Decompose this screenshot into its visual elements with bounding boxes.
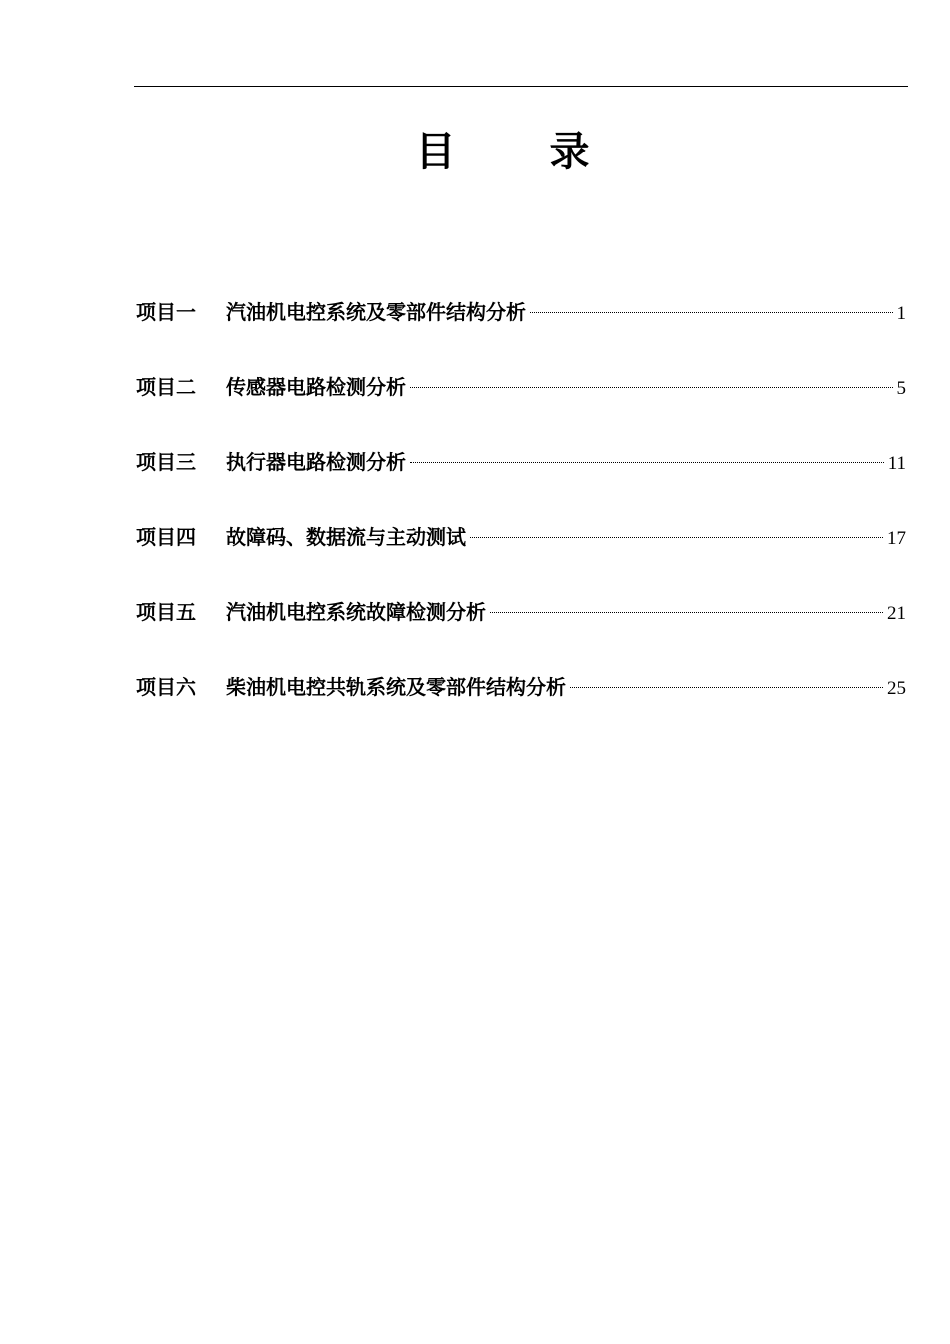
toc-entry-number: 项目二 — [136, 375, 196, 399]
toc-dot-leader — [410, 387, 893, 388]
page-title: 目 录 — [415, 129, 630, 175]
toc-entry-title: 传感器电路检测分析 — [226, 375, 406, 399]
toc-entry-page: 25 — [887, 678, 906, 699]
toc-dot-leader — [490, 612, 883, 613]
toc-entry-1[interactable] — [136, 294, 906, 330]
toc-entry-number: 项目三 — [136, 450, 196, 474]
toc-entry-2[interactable] — [136, 369, 906, 405]
toc-dot-leader — [570, 687, 883, 688]
toc-entry-page: 5 — [896, 378, 906, 399]
toc-entry-page: 11 — [887, 453, 906, 474]
toc-entry-number: 项目六 — [136, 675, 196, 699]
toc-entry-number: 项目一 — [136, 300, 196, 324]
table-of-contents — [136, 294, 906, 744]
toc-entry-6[interactable] — [136, 669, 906, 705]
toc-entry-page: 17 — [887, 528, 906, 549]
toc-entry-4[interactable] — [136, 519, 906, 555]
toc-entry-title: 执行器电路检测分析 — [226, 450, 406, 474]
toc-entry-3[interactable] — [136, 444, 906, 480]
toc-entry-5[interactable] — [136, 594, 906, 630]
toc-entry-title: 柴油机电控共轨系统及零部件结构分析 — [226, 675, 566, 699]
toc-entry-title: 汽油机电控系统及零部件结构分析 — [226, 300, 526, 324]
toc-entry-page: 1 — [896, 303, 906, 324]
toc-entry-number: 项目五 — [136, 600, 196, 624]
toc-entry-title: 故障码、数据流与主动测试 — [226, 525, 466, 549]
header-rule — [134, 86, 908, 87]
toc-entry-page: 21 — [887, 603, 906, 624]
toc-entry-number: 项目四 — [136, 525, 196, 549]
toc-dot-leader — [410, 462, 884, 463]
toc-dot-leader — [470, 537, 883, 538]
toc-dot-leader — [530, 312, 893, 313]
toc-entry-title: 汽油机电控系统故障检测分析 — [226, 600, 486, 624]
